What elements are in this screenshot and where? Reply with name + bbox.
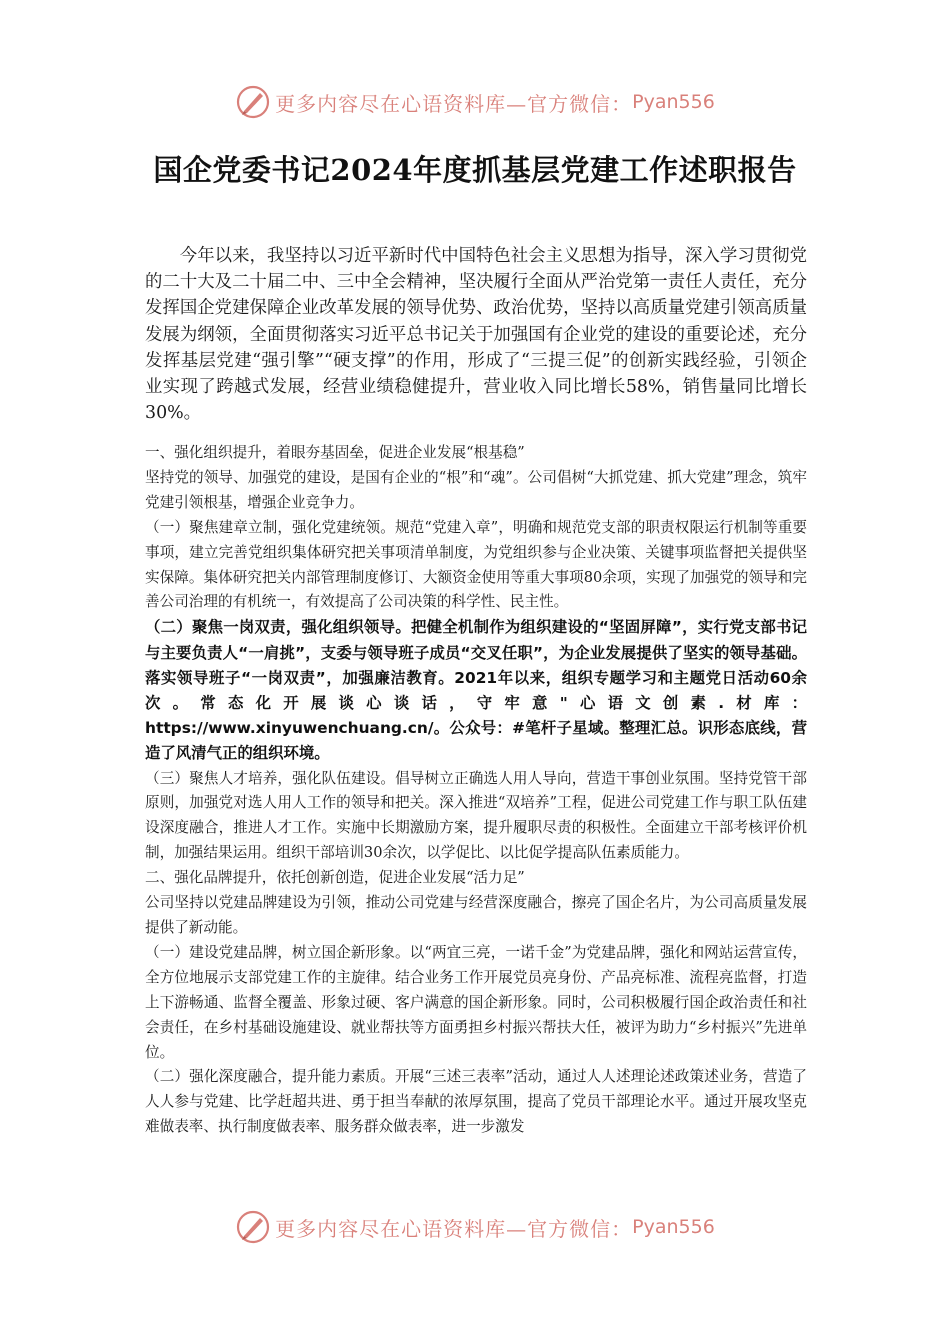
watermark-banner-bottom — [0, 1207, 950, 1247]
body-paragraph: （一）建设党建品牌，树立国企新形象。以“两宜三亮，一诺千金”为党建品牌，强化和网站运营宣传，全方位地展示支部党建工作的主旋律。结合业务工作开展党员亮身份、产品亮标准、流程亮监督，打造上下游畅通、监督全覆盖、形象过硬、客户满意的国企新形象。同时，公司积极履行国企政治责任和社会责任，在乡村基础设施建设、就业帮扶等方面勇担乡村振兴帮扶大任，被评为助力“乡村振兴”先进单位。 — [145, 943, 807, 1061]
watermark-wechat-id: Pyan556 — [632, 91, 715, 113]
document-title: 国企党委书记2024年度抓基层党建工作述职报告 — [153, 153, 797, 187]
body-paragraph: （一）聚焦建章立制，强化党建统领。规范“党建入章”，明确和规范党支部的职责权限运行机制等重要事项，建立完善党组织集体研究把关事项清单制度，为党组织参与企业决策、关键事项监督把关提供坚实保障。集体研究把关内部管理制度修订、大额资金使用等重大事项80余项，实现了加强党的领导和完善公司治理的有机统一，有效提高了公司决策的科学性、民主性。 — [145, 518, 807, 611]
watermark-banner-top — [0, 82, 950, 122]
body-paragraph: 坚持党的领导、加强党的建设，是国有企业的“根”和“魂”。公司倡树“大抓党建、抓大党建”理念，筑牢党建引领根基，增强企业竞争力。 — [145, 468, 807, 511]
section-heading-1: 一、强化组织提升，着眼夯基固垒，促进企业发展“根基稳” — [145, 444, 525, 461]
bold-paragraph: （二）聚焦一岗双责，强化组织领导。把健全机制作为组织建设的“坚固屏障”，实行党支部书记与主要负责人“一肩挑”，支委与领导班子成员“交叉任职”，为企业发展提供了坚实的领导基础。落实领导班子“一岗双责”，加强廉洁教育。2021年以来，组织专题学习和主题党日活动60余次。常态化开展谈心谈话，守牢意"心语文创素.材库：https://www.xinyuwenchuang.cn/。公众号：#笔杆子星域。整理汇总。识形态底线，营造了风清气正的组织环境。 — [145, 618, 807, 763]
pen-logo-icon — [235, 84, 271, 120]
intro-paragraph: 今年以来，我坚持以习近平新时代中国特色社会主义思想为指导，深入学习贯彻党的二十大及二十届二中、三中全会精神，坚决履行全面从严治党第一责任人责任，充分发挥国企党建保障企业改革发展的领导优势、政治优势，坚持以高质量党建引领高质量发展为纲领，全面贯彻落实习近平总书记关于加强国有企业党的建设的重要论述，充分发挥基层党建“强引擎”“硬支撑”的作用，形成了“三提三促”的创新实践经验，引领企业实现了跨越式发展，经营业绩稳健提升，营业收入同比增长58%，销售量同比增长30%。 — [145, 246, 807, 424]
watermark-wechat-id: Pyan556 — [632, 1216, 715, 1238]
body-paragraph: （三）聚焦人才培养，强化队伍建设。倡导树立正确选人用人导向，营造干事创业氛围。坚持党管干部原则，加强党对选人用人工作的领导和把关。深入推进“双培养”工程，促进公司党建工作与职工队伍建设深度融合，推进人才工作。实施中长期激励方案，提升履职尽责的积极性。全面建立干部考核评价机制，加强结果运用。组织干部培训30余次，以学促比、以比促学提高队伍素质能力。 — [145, 769, 807, 862]
section-heading-2: 二、强化品牌提升，依托创新创造，促进企业发展“活力足” — [145, 869, 525, 887]
body-paragraph: （二）强化深度融合，提升能力素质。开展“三述三表率”活动，通过人人述理论述政策述业务，营造了人人参与党建、比学赶超共进、勇于担当奉献的浓厚氛围，提高了党员干部理论水平。通过开展攻坚克难做表率、执行制度做表率、服务群众做表率，进一步激发 — [145, 1068, 807, 1136]
watermark-text: 更多内容尽在心语资料库—官方微信： — [275, 1216, 633, 1241]
body-paragraph: 公司坚持以党建品牌建设为引领，推动公司党建与经营深度融合，擦亮了国企名片，为公司高质量发展提供了新动能。 — [145, 894, 807, 936]
watermark-text: 更多内容尽在心语资料库—官方微信： — [275, 91, 633, 116]
document-body — [145, 441, 807, 1140]
pen-logo-icon — [235, 1209, 271, 1245]
